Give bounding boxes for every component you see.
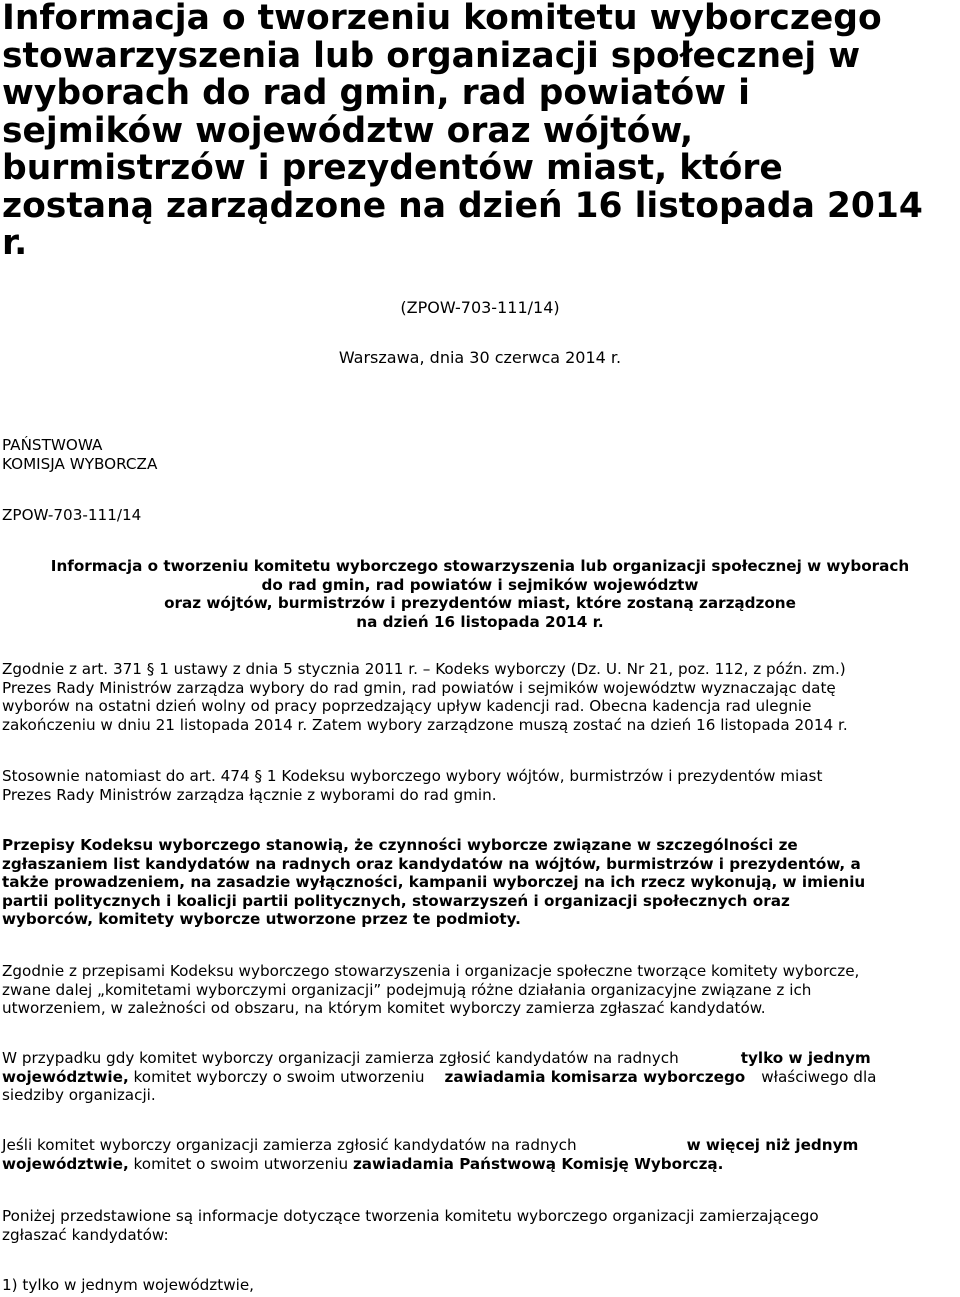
title-line: Informacja o tworzeniu komitetu wyborczego	[2, 0, 882, 38]
issuer-line-2: KOMISJA WYBORCZA	[2, 455, 158, 473]
text-run-bold: zawiadamia Państwową Komisję Wyborczą.	[352, 1154, 724, 1173]
title-line: wyborach do rad gmin, rad powiatów i	[2, 73, 750, 113]
text-run: W przypadku gdy komitet wyborczy organizacji zamierza zgłosić kandydatów na radnych	[2, 1049, 679, 1067]
paragraph-line: także prowadzeniem, na zasadzie wyłączności, kampanii wyborczej na ich rzecz wykonują, w imieniu	[2, 873, 866, 892]
paragraph-line: Zgodnie z art. 371 § 1 ustawy z dnia 5 stycznia 2011 r. – Kodeks wyborczy (Dz. U. Nr 21, poz. 112, z późn. zm.)	[2, 660, 846, 678]
text-run-bold: tylko w jednym	[740, 1049, 871, 1067]
paragraph-line: partii politycznych i koalicji partii politycznych, stowarzyszeń i organizacji społecznych oraz	[2, 891, 790, 910]
paragraph-line: zgłaszaniem list kandydatów na radnych oraz kandydatów na wójtów, burmistrzów i prezydentów, a	[2, 854, 861, 873]
paragraph-line: zwane dalej „komitetami wyborczymi organizacji” podejmują różne działania organizacyjne związane z ich	[2, 980, 812, 999]
paragraph-line: wyborów na ostatni dzień wolny od pracy poprzedzający upływ kadencji rad. Obecna kadencja rad ulegnie	[2, 697, 812, 716]
title-line: sejmików województw oraz wójtów,	[2, 110, 694, 151]
document-number: ZPOW-703-111/14	[2, 506, 142, 524]
subtitle-line: do rad gmin, rad powiatów i sejmików województw	[261, 575, 699, 594]
text-run-bold: w więcej niż jednym	[686, 1136, 859, 1154]
paragraph-line: Stosownie natomiast do art. 474 § 1 Kodeksu wyborczego wybory wójtów, burmistrzów i prezydentów miast	[2, 767, 823, 785]
text-run: komitet wyborczy o swoim utworzeniu	[128, 1067, 425, 1086]
list-item: 1) tylko w jednym województwie,	[2, 1276, 255, 1294]
paragraph-line	[2, 1155, 858, 1174]
subtitle-line: na dzień 16 listopada 2014 r.	[356, 612, 604, 631]
paragraph-line: Przepisy Kodeksu wyborczego stanowią, że czynności wyborcze związane w szczególności ze	[2, 836, 798, 854]
text-run: właściwego dla	[761, 1067, 877, 1086]
subtitle-line: Informacja o tworzeniu komitetu wyborczego stowarzyszenia lub organizacji społecznej w wyborach	[50, 557, 910, 575]
paragraph-line: zakończeniu w dniu 21 listopada 2014 r. Zatem wybory zarządzone muszą zostać na dzień 16 listopada 2014 r.	[2, 715, 848, 734]
paragraph-line: zgłaszać kandydatów:	[2, 1225, 169, 1244]
title-line: zostaną zarządzone na dzień 16 listopada 2014	[2, 185, 923, 226]
text-run: Jeśli komitet wyborczy organizacji zamierza zgłosić kandydatów na radnych	[2, 1136, 577, 1154]
paragraph-legal-basis	[2, 660, 848, 734]
reference-number: (ZPOW-703-111/14)	[400, 298, 560, 317]
paragraph-code-provisions	[2, 836, 865, 929]
issuer-line-1: PAŃSTWOWA	[2, 436, 103, 454]
title-line: r.	[2, 223, 28, 263]
paragraph-line: utworzeniem, w zależności od obszaru, na którym komitet wyborczy zamierza zgłaszać kandydatów.	[2, 999, 766, 1018]
paragraph-multiple-voivodeships	[2, 1136, 858, 1173]
subtitle	[0, 557, 960, 631]
paragraph-line	[2, 1068, 876, 1087]
subtitle-line: oraz wójtów, burmistrzów i prezydentów miast, które zostaną zarządzone	[164, 594, 796, 612]
paragraph-line: Zgodnie z przepisami Kodeksu wyborczego stowarzyszenia i organizacje społeczne tworzące komitety wyborcze,	[2, 962, 860, 980]
paragraph-organization-committees	[2, 962, 859, 1018]
paragraph-line	[2, 1136, 858, 1155]
text-run: komitet o swoim utworzeniu	[128, 1154, 353, 1173]
paragraph-line: wyborców, komitety wyborcze utworzone przez te podmioty.	[2, 910, 521, 929]
document-title	[2, 0, 952, 263]
paragraph-single-voivodeship	[2, 1049, 876, 1105]
paragraph-intro-list	[2, 1207, 819, 1244]
title-line: burmistrzów i prezydentów miast, które	[2, 148, 783, 188]
paragraph-line	[2, 1049, 876, 1068]
title-line: stowarzyszenia lub organizacji społecznej w	[2, 35, 861, 76]
paragraph-line: Poniżej przedstawione są informacje dotyczące tworzenia komitetu wyborczego organizacji zamierzającego	[2, 1207, 819, 1225]
text-run-bold: województwie,	[2, 1154, 129, 1173]
text-run-bold: zawiadamia komisarza wyborczego	[444, 1067, 746, 1086]
text-run-bold: województwie,	[2, 1067, 129, 1086]
place-and-date: Warszawa, dnia 30 czerwca 2014 r.	[338, 348, 622, 367]
paragraph-line: Prezes Rady Ministrów zarządza łącznie z wyborami do rad gmin.	[2, 785, 497, 804]
paragraph-line: siedziby organizacji.	[2, 1086, 156, 1105]
paragraph-line: Prezes Rady Ministrów zarządza wybory do rad gmin, rad powiatów i sejmików województw wyznaczając datę	[2, 678, 836, 697]
paragraph-art-474	[2, 767, 822, 804]
